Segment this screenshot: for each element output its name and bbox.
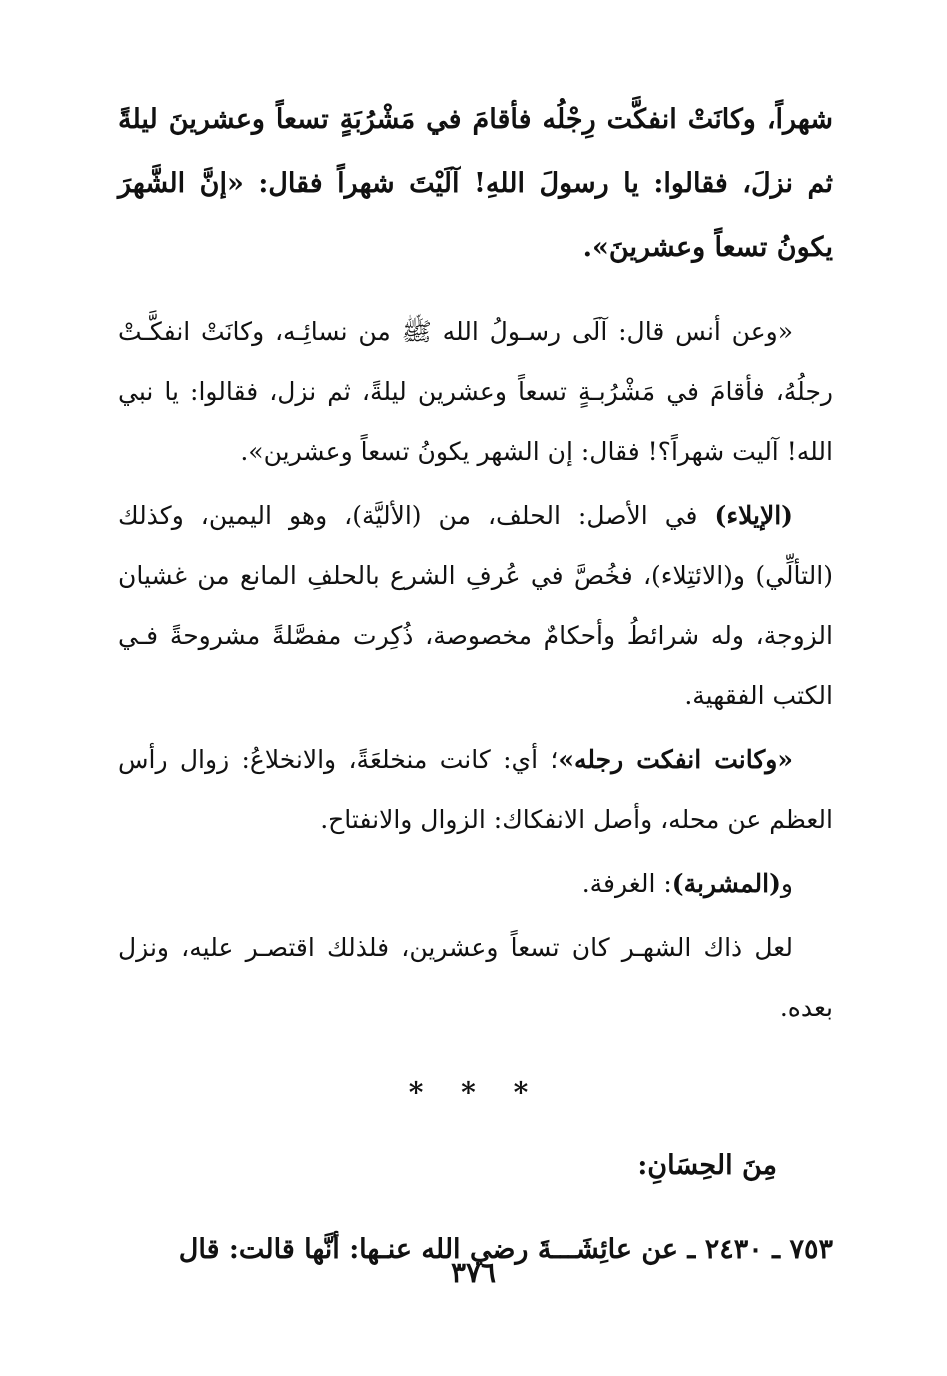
section-divider: * * * <box>408 1076 543 1109</box>
commentary-paragraph-5: لعل ذاك الشهـر كان تسعاً وعشرين، فلذلك اقتصـر عليه، ونزل بعده. <box>118 933 833 1022</box>
term-infakkat-explanation: ؛ أي: كانت منخلعَةً، والانخلاعُ: زوال رأس العظم عن محله، وأصل الانفكاك: الزوال والانفتاح. <box>118 745 833 834</box>
section-title: مِنَ الحِسَانِ: <box>637 1150 777 1181</box>
commentary-paragraph-1: «وعن أنس قال: آلَى رسـولُ الله ﷺ من نسائِـه، وكانَتْ انفكَّـتْ رجلُهُ، فأقامَ في مَشْرُبـةٍ تسعاً وعشرين ليلةً، ثم نزل، فقالوا: يا نبي الله! آليت شهراً؟! فقال: إن الشهر يكونُ تسعاً وعشرين». <box>118 317 833 466</box>
hadith-text: شهراً، وكانَتْ انفكَّت رِجْلُه فأقامَ في مَشْرُبَةٍ تسعاً وعشرينَ ليلةً ثم نزلَ، فقالوا: يا رسولَ اللهِ! آلَيْتَ شهراً فقال: «إنَّ الشَّهرَ يكونُ تسعاً وعشرينَ». <box>118 104 833 263</box>
term-ila-explanation: في الأصل: الحلف، من (الأليَّة)، وهو اليمين، وكذلك (التألِّي) و(الائتِلاء)، فخُصَّ في عُرفِ الشرع بالحلفِ المانع من غشيان الزوجة، وله شرائطُ وأحكامٌ مخصوصة، ذُكِرت مفصَّلةً مشروحةً فـي الكتب الفقهية. <box>118 501 833 710</box>
commentary-paragraph-4 <box>118 854 833 914</box>
term-mashruba-explanation: : الغرفة. <box>581 869 672 898</box>
term-ila: (الإيلاء) <box>714 501 793 530</box>
page-body <box>118 88 833 1282</box>
commentary-paragraph-3 <box>118 730 833 850</box>
term-infakkat: «وكانت انفكت رجله» <box>558 745 793 774</box>
page-number: ٣٧٦ <box>450 1256 497 1289</box>
term-mashruba: (المشربة) <box>671 869 781 898</box>
commentary-paragraph-2 <box>118 486 833 726</box>
next-hadith-start: ٧٥٣ ـ ٢٤٣٠ ـ عن عائِشَـــةَ رضي الله عنـها: أنَّها قالت: قال <box>178 1234 833 1265</box>
term-mashruba-prefix: و <box>780 869 793 898</box>
